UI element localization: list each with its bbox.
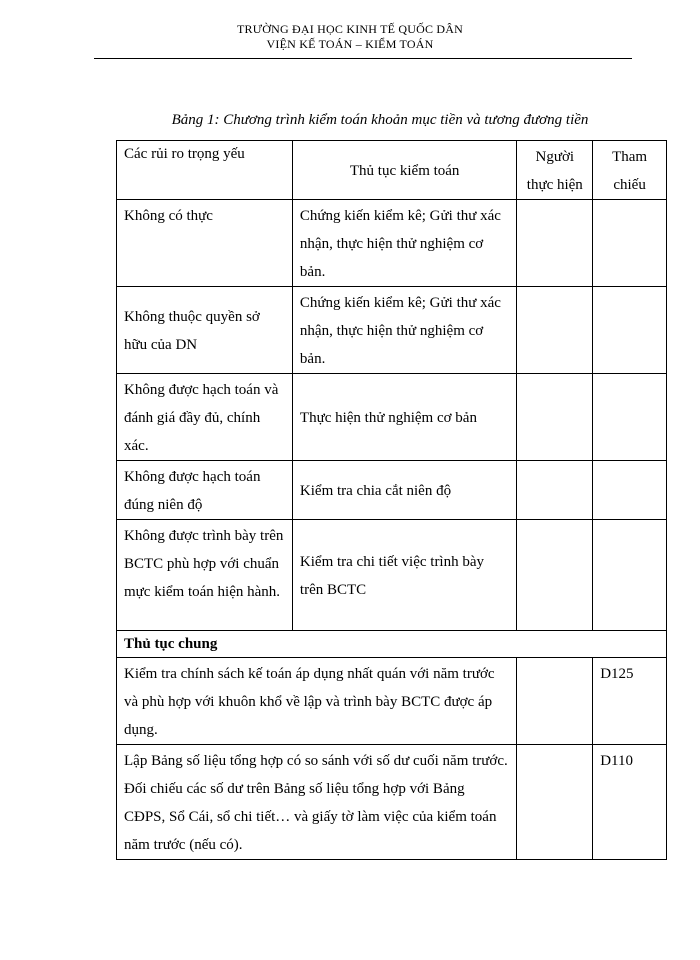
reference-cell: D110 [593, 745, 667, 860]
table-row [117, 520, 667, 631]
table-row [117, 745, 667, 860]
reference-cell: D125 [593, 658, 667, 745]
table-row [117, 461, 667, 520]
header-procedure: Thủ tục kiểm toán [292, 141, 517, 200]
page-header [0, 22, 700, 52]
risk-cell: Không được hạch toán và đánh giá đầy đủ, chính xác. [117, 374, 293, 461]
institute-name: VIỆN KẾ TOÁN – KIỂM TOÁN [266, 37, 434, 51]
reference-cell [593, 287, 667, 374]
general-procedures-row [117, 631, 667, 658]
university-name: TRƯỜNG ĐẠI HỌC KINH TẾ QUỐC DÂN [237, 22, 463, 36]
reference-cell [593, 520, 667, 631]
performer-cell [517, 658, 593, 745]
risk-cell: Không được hạch toán đúng niên độ [117, 461, 293, 520]
performer-cell [517, 374, 593, 461]
performer-cell [517, 200, 593, 287]
audit-program-table [116, 140, 667, 860]
reference-cell [593, 461, 667, 520]
risk-cell: Không được trình bày trên BCTC phù hợp với chuẩn mực kiểm toán hiện hành. [117, 520, 293, 631]
header-performer: Người thực hiện [517, 141, 593, 200]
general-procedure-cell: Kiểm tra chính sách kế toán áp dụng nhất quán với năm trước và phù hợp với khuôn khổ về lập và trình bày BCTC được áp dụng. [117, 658, 517, 745]
table-row [117, 287, 667, 374]
performer-cell [517, 520, 593, 631]
table-row [117, 658, 667, 745]
procedure-cell: Chứng kiến kiểm kê; Gửi thư xác nhận, thực hiện thử nghiệm cơ bản. [292, 200, 517, 287]
risk-cell: Không có thực [117, 200, 293, 287]
general-procedure-cell: Lập Bảng số liệu tổng hợp có so sánh với số dư cuối năm trước. Đối chiếu các số dư trên Bảng số liệu tổng hợp với Bảng CĐPS, Sổ Cái, sổ chi tiết… và giấy tờ làm việc của kiểm toán năm trước (nếu có). [117, 745, 517, 860]
table-row [117, 200, 667, 287]
procedure-cell: Thực hiện thử nghiệm cơ bản [292, 374, 517, 461]
header-risk: Các rủi ro trọng yếu [117, 141, 293, 200]
table-row [117, 374, 667, 461]
header-divider [94, 58, 632, 59]
risk-cell: Không thuộc quyền sở hữu của DN [117, 287, 293, 374]
performer-cell [517, 287, 593, 374]
reference-cell [593, 200, 667, 287]
table-caption: Bảng 1: Chương trình kiểm toán khoản mục tiền và tương đương tiền [171, 112, 589, 128]
procedure-cell: Kiểm tra chi tiết việc trình bày trên BCTC [292, 520, 517, 631]
performer-cell [517, 461, 593, 520]
procedure-cell: Chứng kiến kiểm kê; Gửi thư xác nhận, thực hiện thử nghiệm cơ bản. [292, 287, 517, 374]
reference-cell [593, 374, 667, 461]
header-reference: Tham chiếu [593, 141, 667, 200]
procedure-cell: Kiểm tra chia cắt niên độ [292, 461, 517, 520]
general-procedures-title: Thủ tục chung [117, 631, 667, 658]
performer-cell [517, 745, 593, 860]
table-header-row [117, 141, 667, 200]
